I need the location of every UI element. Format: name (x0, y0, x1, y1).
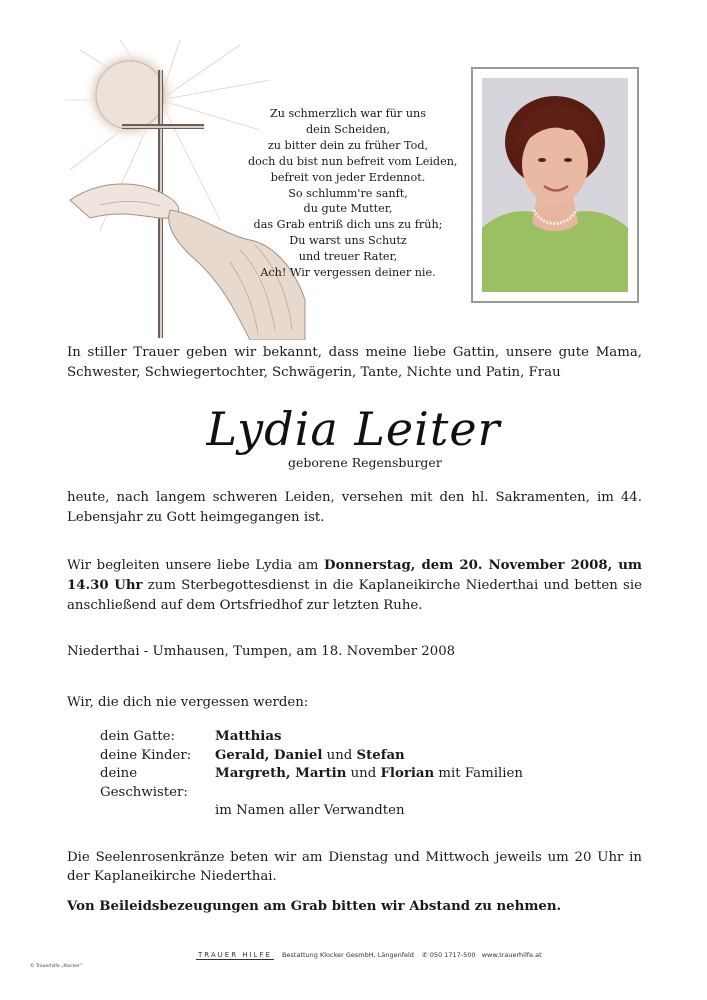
funeral-date: Donnerstag, dem 20. November 2008, um 14.30 Uhr (67, 558, 642, 593)
poem-line: befreit von jeder Erdennot. (270, 170, 426, 184)
death-notice: heute, nach langem schweren Leiden, versehen mit den hl. Sakramenten, im 44. Lebensjahr zu Gott heimgegangen ist. (67, 490, 642, 525)
survivor-row (100, 765, 523, 802)
children-und: und (322, 747, 357, 763)
siblings-names-a: Margreth, Martin (215, 766, 347, 781)
survivors-list (100, 728, 523, 821)
poem-line: und treuer Rater, (298, 250, 398, 264)
poem-line: Du warst uns Schutz (289, 234, 407, 248)
poem-line: Ach! Wir vergessen deiner nie. (260, 266, 436, 280)
portrait-photo (482, 78, 628, 292)
poem-line: So schlumm're sanft, (288, 186, 408, 200)
children-names-a: Gerald, Daniel (215, 747, 323, 763)
footer-phone: 050 1717-500 (429, 951, 476, 959)
poem-line: doch du bist nun befreit vom Leiden, (248, 154, 458, 168)
maiden-name: geborene Regensburger (288, 455, 442, 470)
siblings-label: deine Geschwister: (100, 766, 188, 800)
poem-line: dein Scheiden, (306, 122, 390, 136)
siblings-names-b: Florian (380, 766, 435, 781)
intro-text: In stiller Trauer geben wir bekannt, dass meine liebe Gattin, unsere gute Mama, Schwester, Schwiegertochter, Schwägerin, Tante, Nichte und Patin, Frau (67, 345, 642, 380)
phone-icon: ✆ (422, 951, 428, 959)
footer (196, 951, 542, 959)
siblings-und: und (346, 766, 381, 781)
children-value (215, 747, 523, 766)
poem-line: Zu schmerzlich war für uns (270, 107, 426, 120)
footer-company: Bestattung Klocker GesmbH, Längenfeld (282, 951, 414, 959)
rosary-info: Die Seelenrosenkränze beten wir am Dienstag und Mittwoch jeweils um 20 Uhr in der Kaplaneikirche Niederthai. (67, 850, 642, 884)
poem-line: du gute Mutter, (303, 202, 393, 216)
siblings-value (215, 765, 523, 802)
funeral-info (67, 556, 642, 616)
relatives-text: im Namen aller Verwandten (215, 803, 405, 818)
place-date: Niederthai - Umhausen, Tumpen, am 18. November 2008 (67, 644, 456, 659)
children-names-b: Stefan (356, 747, 405, 763)
spouse-label: dein Gatte: (100, 729, 176, 744)
poem-line: zu bitter dein zu früher Tod, (267, 138, 429, 152)
poem (248, 106, 458, 281)
survivor-row (100, 802, 523, 821)
children-label: deine Kinder: (100, 747, 192, 763)
empty-label (100, 802, 215, 821)
deceased-name: Lydia Leiter (206, 402, 501, 456)
survivor-row (100, 747, 523, 766)
poem-line: das Grab entriß dich uns zu früh; (253, 218, 443, 232)
copyright: © Trauerhilfe „Klocker" (30, 964, 82, 969)
survivor-row (100, 728, 523, 747)
siblings-tail: mit Familien (434, 766, 523, 781)
spouse-value (215, 728, 523, 747)
funeral-pre: Wir begleiten unsere liebe Lydia am (67, 558, 325, 573)
footer-web: www.trauerhilfe.at (481, 951, 542, 959)
funeral-post: zum Sterbegottesdienst in die Kaplaneikirche Niederthai und betten sie anschließend auf dem Ortsfriedhof zur letzten Ruhe. (67, 578, 642, 613)
spouse-name: Matthias (215, 729, 282, 744)
trauerhilfe-logo: TRAUER HILFE (198, 951, 272, 959)
survivors-intro: Wir, die dich nie vergessen werden: (67, 695, 309, 710)
condolence-note: Von Beileidsbezeugungen am Grab bitten wir Abstand zu nehmen. (67, 899, 562, 914)
portrait-frame (471, 67, 639, 303)
